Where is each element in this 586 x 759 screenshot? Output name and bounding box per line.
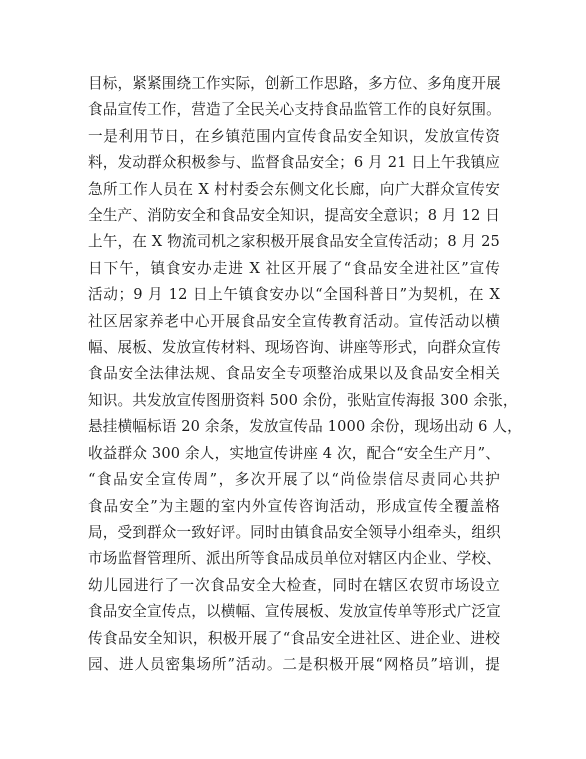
body-line: 市场监督管理所、派出所等食品成员单位对辖区内企业、学校、: [88, 550, 501, 568]
body-line: 幅、展板、发放宣传材料、现场咨询、讲座等形式，向群众宣传: [88, 339, 501, 357]
body-line: 目标，紧紧围绕工作实际，创新工作思路，多方位、多角度开展: [88, 75, 501, 92]
body-line: 局，受到群众一致好评。同时由镇食品安全领导小组牵头，组织: [88, 523, 501, 541]
body-line: 活动；9 月 12 日上午镇食安办以“全国科普日”为契机，在 X: [88, 286, 500, 304]
body-line: 食品安全”为主题的室内外宣传咨询活动，形成宣传全覆盖格: [88, 497, 500, 515]
body-line: 食品安全宣传点，以横幅、宣传展板、发放宣传单等形式广泛宣: [88, 603, 501, 621]
body-line: 料，发动群众积极参与、监督食品安全；6 月 21 日上午我镇应: [88, 154, 500, 172]
body-line: 食品宣传工作，营造了全民关心支持食品监管工作的良好氛围。: [88, 101, 501, 119]
body-line: “食品安全宣传周”，多次开展了以“尚俭崇信尽责同心共护: [88, 471, 500, 489]
body-line: 幼儿园进行了一次食品安全大检查，同时在辖区农贸市场设立: [88, 576, 500, 594]
body-line: 悬挂横幅标语 20 余条，发放宣传品 1000 余份，现场出动 6 人，: [88, 418, 522, 436]
document-body: [88, 71, 522, 678]
body-line: 一是利用节日，在乡镇范围内宣传食品安全知识，发放宣传资: [88, 127, 500, 145]
body-line: 收益群众 300 余人，实地宣传讲座 4 次，配合“安全生产月”、: [88, 444, 500, 462]
body-line: 食品安全法律法规、食品安全专项整治成果以及食品安全相关: [88, 365, 500, 383]
body-line: 全生产、消防安全和食品安全知识，提高安全意识；8 月 12 日: [88, 207, 500, 225]
body-line: 知识。共发放宣传图册资料 500 余份，张贴宣传海报 300 余张，: [88, 391, 518, 409]
body-line: 急所工作人员在 X 村村委会东侧文化长廊，向广大群众宣传安: [88, 180, 500, 198]
body-line: 传食品安全知识，积极开展了“食品安全进社区、进企业、进校: [88, 629, 500, 647]
body-line: 日下午，镇食安办走进 X 社区开展了“食品安全进社区”宣传: [88, 259, 500, 277]
body-line: 上午，在 X 物流司机之家积极开展食品安全宣传活动；8 月 25: [88, 233, 500, 251]
body-line: 园、进人员密集场所”活动。二是积极开展“网格员”培训，提: [88, 655, 500, 673]
body-line: 社区居家养老中心开展食品安全宣传教育活动。宣传活动以横: [88, 312, 500, 330]
